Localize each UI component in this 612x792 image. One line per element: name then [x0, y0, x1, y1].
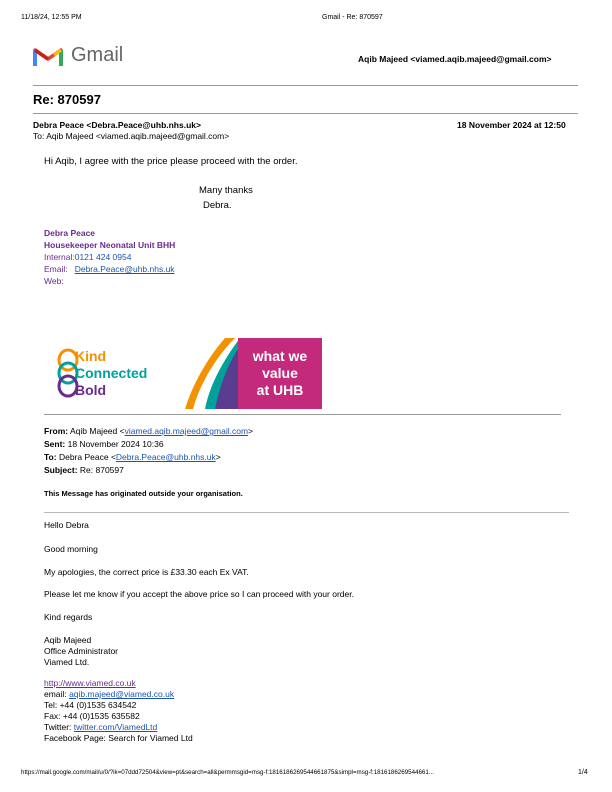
banner-right-line2: value [262, 365, 298, 381]
divider [33, 113, 578, 114]
quoted-tel: Tel: +44 (0)1535 634542 [44, 700, 137, 710]
quoted-subject [44, 465, 124, 476]
internal-label: Internal: [44, 252, 75, 262]
signature-role: Housekeeper Neonatal Unit BHH [44, 240, 176, 250]
quoted-sig-title: Office Administrator [44, 646, 119, 656]
quoted-from-name: Aqib Majeed [70, 426, 118, 436]
message-thanks: Many thanks [199, 185, 253, 196]
quoted-to: To: Debra Peace <Debra.Peace@uhb.nhs.uk> [44, 452, 221, 462]
quoted-to-name: Debra Peace [58, 452, 109, 462]
quoted-regards: Kind regards [44, 612, 93, 622]
thread-subject: Re: 870597 [33, 92, 101, 107]
quoted-email-link[interactable]: aqib.majeed@viamed.co.uk [69, 689, 175, 699]
signature-name: Debra Peace [44, 228, 96, 238]
external-notice: This Message has originated outside your organisation. [44, 489, 243, 498]
twitter-label: Twitter: [44, 722, 72, 732]
quoted-to-email[interactable]: Debra.Peace@uhb.nhs.uk [115, 452, 216, 462]
banner-right-line1: what we [252, 348, 308, 364]
quoted-from-label: From: [44, 426, 69, 436]
divider [33, 85, 578, 86]
message-name: Debra. [203, 200, 232, 211]
quoted-from-email[interactable]: viamed.aqib.majeed@gmail.com [124, 426, 249, 436]
quoted-sent-value: 18 November 2024 10:36 [67, 439, 164, 449]
quoted-facebook: Facebook Page: Search for Viamed Ltd [44, 733, 193, 743]
quoted-subject-value: Re: 870597 [79, 465, 124, 475]
message-to: To: Aqib Majeed <viamed.aqib.majeed@gmail.com> [33, 131, 230, 141]
print-datetime: 11/18/24, 12:55 PM [21, 14, 82, 21]
quoted-request: Please let me know if you accept the above price so I can proceed with your order. [44, 589, 354, 599]
quoted-subject-label: Subject: [44, 465, 78, 475]
quoted-good-morning: Good morning [44, 544, 98, 554]
message-date: 18 November 2024 at 12:50 [457, 120, 566, 130]
quoted-email [44, 689, 174, 700]
quoted-apology: My apologies, the correct price is £33.30 each Ex VAT. [44, 567, 249, 577]
quoted-to-label: To: [44, 452, 57, 462]
banner-word-kind: Kind [75, 348, 107, 364]
divider [44, 512, 569, 513]
quoted-email-label: email: [44, 689, 67, 699]
gmail-logo-text: Gmail [71, 44, 124, 66]
signature-email [44, 264, 175, 275]
banner-word-bold: Bold [75, 382, 107, 398]
web-label: Web: [44, 276, 64, 286]
email-label: Email: [44, 264, 68, 274]
quoted-greeting: Hello Debra [44, 520, 89, 530]
print-footer-url: https://mail.google.com/mail/u/0/?ik=07ddd72504&view=pt&search=all&permmsgid=msg-f:1816186269544661875&simpl=msg-f:1816186269544661... [21, 769, 434, 776]
message-body: Hi Aqib, I agree with the price please proceed with the order. [44, 156, 298, 167]
email-link[interactable]: Debra.Peace@uhb.nhs.uk [74, 264, 175, 274]
banner-word-connected: Connected [75, 365, 148, 381]
quoted-sig-company: Viamed Ltd. [44, 657, 90, 667]
internal-phone[interactable]: 0121 424 0954 [74, 252, 132, 262]
print-page-title: Gmail - Re: 870597 [322, 14, 383, 21]
print-footer-page: 1/4 [578, 769, 588, 776]
signature-internal [44, 252, 131, 263]
account-email: Aqib Majeed <viamed.aqib.majeed@gmail.com> [358, 54, 552, 64]
quoted-sent-label: Sent: [44, 439, 66, 449]
banner-swoosh [165, 338, 240, 409]
gmail-logo-icon [33, 44, 63, 68]
quoted-sig-name: Aqib Majeed [44, 635, 92, 645]
quoted-twitter [44, 722, 157, 733]
website-link[interactable]: http://www.viamed.co.uk [44, 678, 136, 688]
quoted-sent [44, 439, 164, 450]
banner-right-line3: at UHB [256, 382, 304, 398]
quoted-from: From: Aqib Majeed <viamed.aqib.majeed@gmail.com> [44, 426, 253, 436]
message-from: Debra Peace <Debra.Peace@uhb.nhs.uk> [33, 120, 201, 130]
values-banner [53, 338, 322, 409]
divider [44, 414, 561, 415]
twitter-link[interactable]: twitter.com/ViamedLtd [73, 722, 158, 732]
quoted-fax: Fax: +44 (0)1535 635582 [44, 711, 140, 721]
